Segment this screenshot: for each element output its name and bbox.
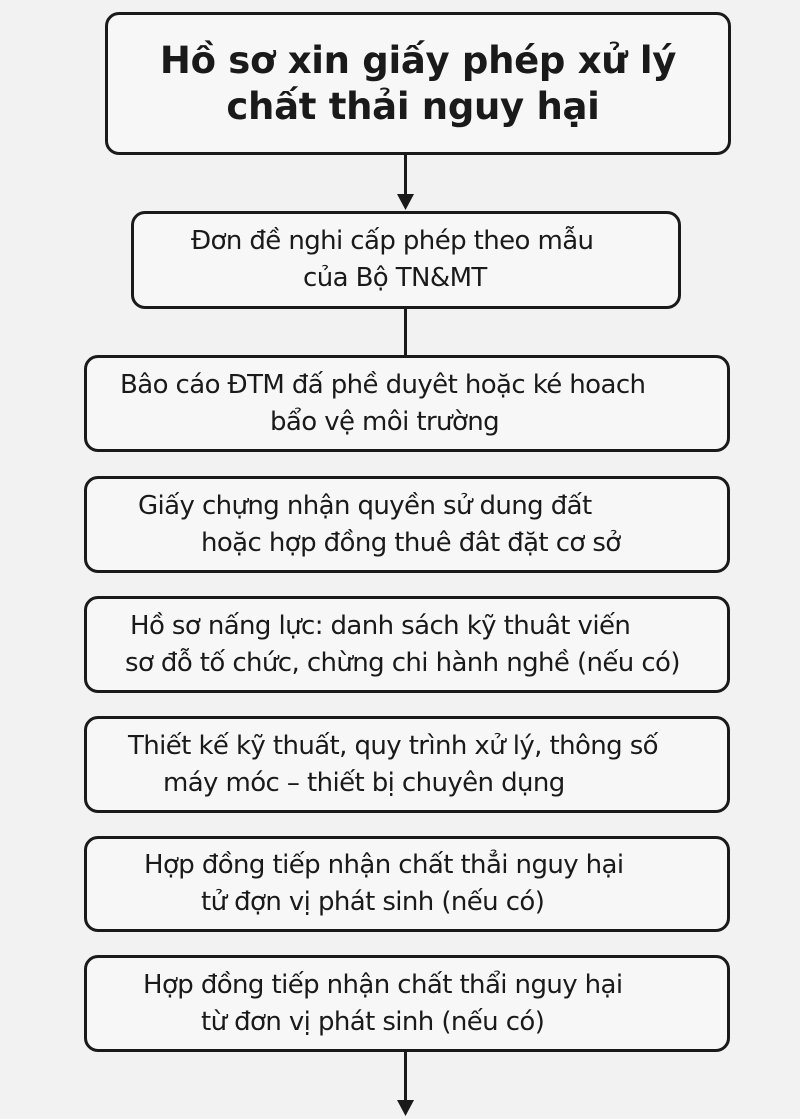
step-box-6 — [84, 836, 730, 932]
step-2-line-2: bẩo vệ môi trường — [270, 406, 500, 437]
step-box-4 — [84, 596, 730, 693]
title-line-1: Hồ sơ xin giấy phép xử lý — [159, 38, 677, 82]
step-2-line-1: Bâo cáo ĐTM đấ phề duyêt hoặc ké hoach — [120, 369, 646, 400]
connector-line — [404, 155, 407, 195]
step-box-1 — [131, 211, 681, 309]
step-4-line-2: sơ đỗ tố chức, chừng chi hành nghề (nếu có) — [125, 647, 680, 678]
step-5-line-2: máy móc – thiết bị chuyên dụng — [163, 767, 565, 798]
step-3-line-1: Giấy chựng nhận quyền sử dung đất — [138, 490, 592, 521]
step-box-3 — [84, 476, 730, 573]
title-box — [105, 12, 731, 155]
step-4-line-1: Hồ sơ nấng lực: danh sách kỹ thuât viến — [130, 610, 631, 641]
arrowhead-down-icon — [397, 194, 414, 210]
step-5-line-1: Thiết kế kỹ thuất, quy trình xử lý, thông số — [128, 730, 658, 761]
step-7-line-1: Hợp đồng tiếp nhận chất thẩi nguy hại — [143, 969, 623, 1000]
step-1-line-2: của Bộ TN&MT — [303, 263, 487, 293]
step-box-2 — [84, 355, 730, 452]
step-1-line-1: Đơn đề nghi cấp phép theo mẫu — [191, 226, 594, 256]
arrowhead-down-icon — [397, 1100, 414, 1116]
connector-line — [404, 1052, 407, 1102]
step-7-line-2: từ đơn vị phát sinh (nếu có) — [201, 1006, 545, 1037]
connector-line — [404, 309, 407, 355]
step-box-5 — [84, 716, 730, 813]
step-6-line-2: tử đợn vị phát sinh (nếu có) — [201, 887, 545, 917]
step-6-line-1: Hợp đồng tiếp nhận chất thẳi nguy hại — [144, 850, 624, 880]
step-3-line-2: hoặc hợp đồng thuê đât đặt cơ sở — [201, 527, 621, 558]
step-box-7 — [84, 955, 730, 1052]
title-line-2: chất thải nguy hại — [226, 84, 600, 128]
